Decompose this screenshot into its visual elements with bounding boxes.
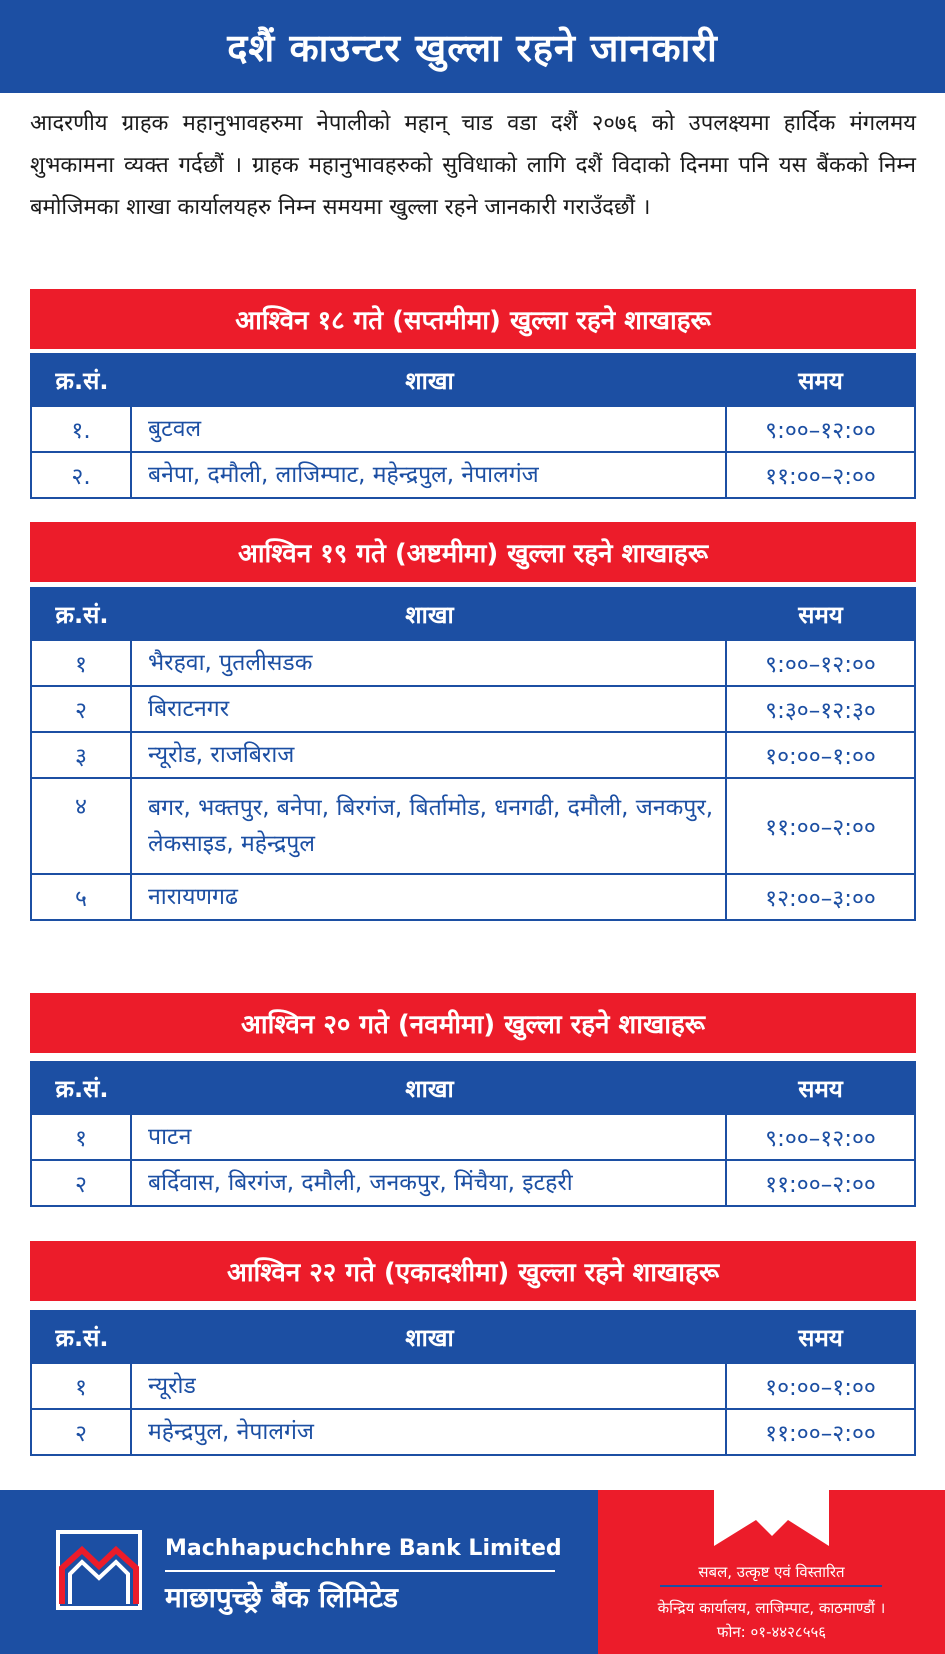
column-header-time: समय: [798, 600, 843, 629]
table-row: [32, 405, 914, 451]
row-time: १०:००–१:००: [765, 1375, 876, 1401]
row-sn: १: [32, 1115, 132, 1159]
schedule-table-1: [30, 353, 916, 499]
column-header-branch: शाखा: [405, 1074, 454, 1103]
table-row: [32, 1113, 914, 1159]
table-header: [32, 589, 914, 639]
row-branch: बिराटनगर: [132, 687, 727, 731]
schedule-table-4: [30, 1310, 916, 1456]
row-branch: बर्दिवास, बिरगंज, दमौली, जनकपुर, मिंचैया, इटहरी: [132, 1161, 727, 1205]
bank-logo-icon: [56, 1530, 142, 1610]
row-branch: न्यूरोड: [132, 1364, 727, 1408]
table-row: [32, 777, 914, 873]
tagline: सबल, उत्कृष्ट एवं विस्तारित: [698, 1563, 845, 1581]
section-title-4: आश्विन २२ गते (एकादशीमा) खुल्ला रहने शाखाहरू: [30, 1241, 916, 1301]
phone: फोन: ०१-४४२८५५६: [716, 1623, 827, 1641]
intro-paragraph: आदरणीय ग्राहक महानुभावहरुमा नेपालीको महान् चाड वडा दशैं २०७६ को उपलक्ष्यमा हार्दिक मंगलमय शुभकामना व्यक्त गर्दछौं । ग्राहक महानुभावहरुको सुविधाको लागि दशैं विदाको दिनमा पनि यस बैंकको निम्न बमोजिमका शाखा कार्यालयहरु निम्न समयमा खुल्ला रहने जानकारी गराउँदछौं ।: [30, 111, 916, 220]
row-time: ११:००–२:००: [765, 1421, 876, 1447]
section-title-3: आश्विन २० गते (नवमीमा) खुल्ला रहने शाखाहरू: [30, 993, 916, 1053]
row-sn: २.: [32, 453, 132, 497]
column-header-sn: क्र.सं.: [55, 1074, 109, 1103]
row-sn: २: [32, 1161, 132, 1205]
row-sn: १.: [32, 407, 132, 451]
row-branch: पाटन: [132, 1115, 727, 1159]
table-header: [32, 355, 914, 405]
column-header-sn: क्र.सं.: [55, 1323, 109, 1352]
table-row: [32, 451, 914, 497]
row-branch: बनेपा, दमौली, लाजिम्पाट, महेन्द्रपुल, नेपालगंज: [132, 453, 727, 497]
table-header: [32, 1312, 914, 1362]
footer-brand-panel: [0, 1490, 598, 1654]
row-time: ९:००–१२:००: [765, 652, 876, 678]
column-header-time: समय: [798, 1074, 843, 1103]
row-sn: १: [32, 1364, 132, 1408]
column-header-branch: शाखा: [405, 600, 454, 629]
row-sn: २: [32, 1410, 132, 1454]
row-time: ९:००–१२:००: [765, 418, 876, 444]
divider: [660, 1585, 882, 1587]
table-row: [32, 1159, 914, 1205]
row-time: ११:००–२:००: [765, 1172, 876, 1198]
bank-name-nepali: माछापुच्छ्रे बैंक लिमिटेड: [165, 1581, 399, 1614]
footer-info-panel: [598, 1490, 945, 1654]
column-header-branch: शाखा: [405, 1323, 454, 1352]
bank-name-english: Machhapuchchhre Bank Limited: [165, 1536, 562, 1561]
row-branch: न्यूरोड, राजबिराज: [132, 733, 727, 777]
row-time: ११:००–२:००: [765, 464, 876, 490]
row-branch: नारायणगढ: [132, 875, 727, 919]
footer: [0, 1490, 945, 1654]
row-time: ९:००–१२:००: [765, 1126, 876, 1152]
table-row: [32, 1408, 914, 1454]
row-sn: १: [32, 641, 132, 685]
row-sn: २: [32, 687, 132, 731]
row-branch: बुटवल: [132, 407, 727, 451]
page-title: दशैं काउन्टर खुल्ला रहने जानकारी: [227, 25, 718, 70]
table-row: [32, 873, 914, 919]
table-row: [32, 639, 914, 685]
header-bar: [0, 0, 945, 93]
row-branch: महेन्द्रपुल, नेपालगंज: [132, 1410, 727, 1454]
row-time: ९:३०–१२:३०: [765, 698, 876, 724]
row-branch: भैरहवा, पुतलीसडक: [132, 641, 727, 685]
row-branch: बगर, भक्तपुर, बनेपा, बिरगंज, बिर्तामोड, धनगढी, दमौली, जनकपुर, लेकसाइड, महेन्द्रपुल: [132, 779, 727, 873]
table-row: [32, 1362, 914, 1408]
table-row: [32, 685, 914, 731]
row-time: १०:००–१:००: [765, 744, 876, 770]
column-header-branch: शाखा: [405, 366, 454, 395]
row-sn: ३: [32, 733, 132, 777]
schedule-table-2: [30, 587, 916, 921]
table-row: [32, 731, 914, 777]
column-header-time: समय: [798, 366, 843, 395]
mountain-icon: [714, 1490, 829, 1546]
column-header-sn: क्र.सं.: [55, 366, 109, 395]
row-time: ११:००–२:००: [765, 815, 876, 841]
column-header-time: समय: [798, 1323, 843, 1352]
row-sn: ५: [32, 875, 132, 919]
divider: [165, 1570, 555, 1572]
address: केन्द्रिय कार्यालय, लाजिम्पाट, काठमाण्डौं ।: [657, 1599, 886, 1617]
row-time: १२:००–३:००: [765, 886, 876, 912]
schedule-table-3: [30, 1061, 916, 1207]
table-header: [32, 1063, 914, 1113]
column-header-sn: क्र.सं.: [55, 600, 109, 629]
section-title-1: आश्विन १८ गते (सप्तमीमा) खुल्ला रहने शाखाहरू: [30, 289, 916, 349]
row-sn: ४: [32, 779, 132, 873]
section-title-2: आश्विन १९ गते (अष्टमीमा) खुल्ला रहने शाखाहरू: [30, 522, 916, 582]
